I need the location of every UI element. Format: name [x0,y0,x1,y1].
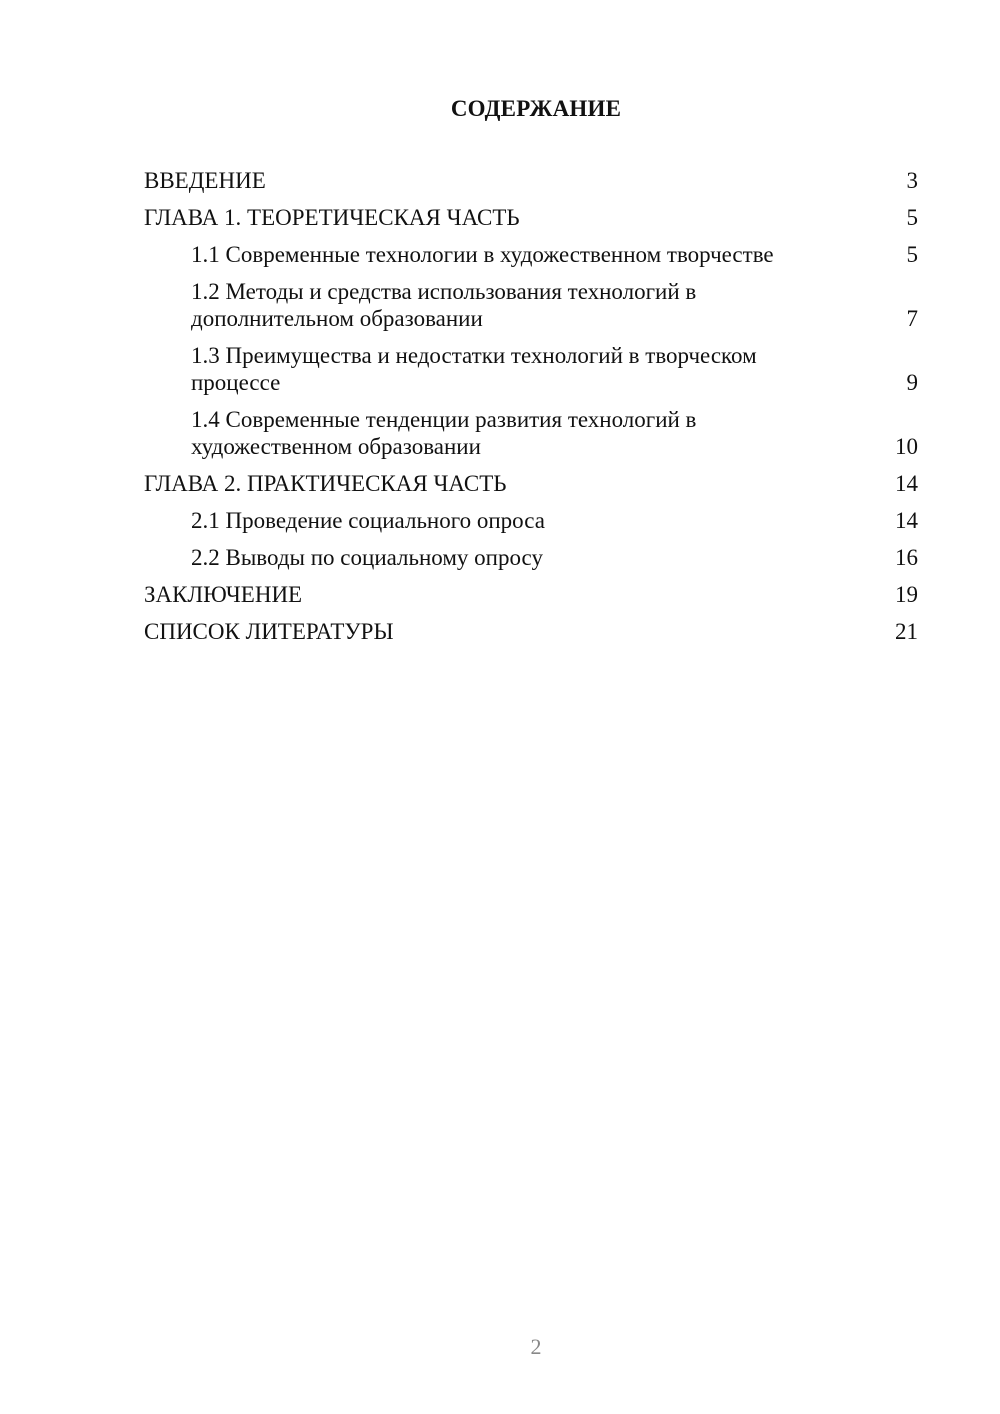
toc-entry[interactable] [144,167,918,194]
toc-entry[interactable] [144,618,918,645]
toc-entry-page: 5 [906,205,918,230]
toc-entry-page: 5 [906,242,918,267]
toc-entry-label: ВВЕДЕНИЕ [144,168,266,193]
toc-entry-label: 2.2 Выводы по социальному опросу [191,545,543,570]
toc-entry-label: 1.1 Современные технологии в художественном творчестве [191,242,774,267]
toc-entry[interactable] [144,204,918,231]
toc-entry-page: 16 [895,545,918,570]
table-of-contents [144,167,918,655]
toc-entry[interactable] [144,342,918,396]
toc-entry[interactable] [144,278,918,332]
page-number: 2 [530,1334,542,1359]
toc-entry[interactable] [144,241,918,268]
toc-entry-page: 9 [906,370,918,395]
toc-entry-label: ЗАКЛЮЧЕНИЕ [144,582,303,607]
toc-entry-label: ГЛАВА 1. ТЕОРЕТИЧЕСКАЯ ЧАСТЬ [144,205,520,230]
toc-entry[interactable] [144,470,918,497]
toc-entry[interactable] [144,507,918,534]
toc-entry-label: 1.3 Преимущества и недостатки технологий в творческом процессе [191,343,757,395]
toc-entry-page: 10 [895,434,918,459]
toc-entry-page: 19 [895,582,918,607]
toc-entry-page: 14 [895,471,918,496]
toc-heading: СОДЕРЖАНИЕ [450,96,622,121]
toc-entry-label: 1.4 Современные тенденции развития технологий в художественном образовании [191,407,697,459]
toc-entry[interactable] [144,581,918,608]
toc-entry-page: 14 [895,508,918,533]
toc-entry[interactable] [144,544,918,571]
toc-entry-page: 3 [906,168,918,193]
toc-entry-label: ГЛАВА 2. ПРАКТИЧЕСКАЯ ЧАСТЬ [144,471,507,496]
toc-entry-label: 1.2 Методы и средства использования технологий в дополнительном образовании [191,279,697,331]
toc-entry-page: 21 [895,619,918,644]
toc-entry-label: 2.1 Проведение социального опроса [191,508,545,533]
toc-entry[interactable] [144,406,918,460]
toc-entry-label: СПИСОК ЛИТЕРАТУРЫ [144,619,394,644]
toc-entry-page: 7 [906,306,918,331]
